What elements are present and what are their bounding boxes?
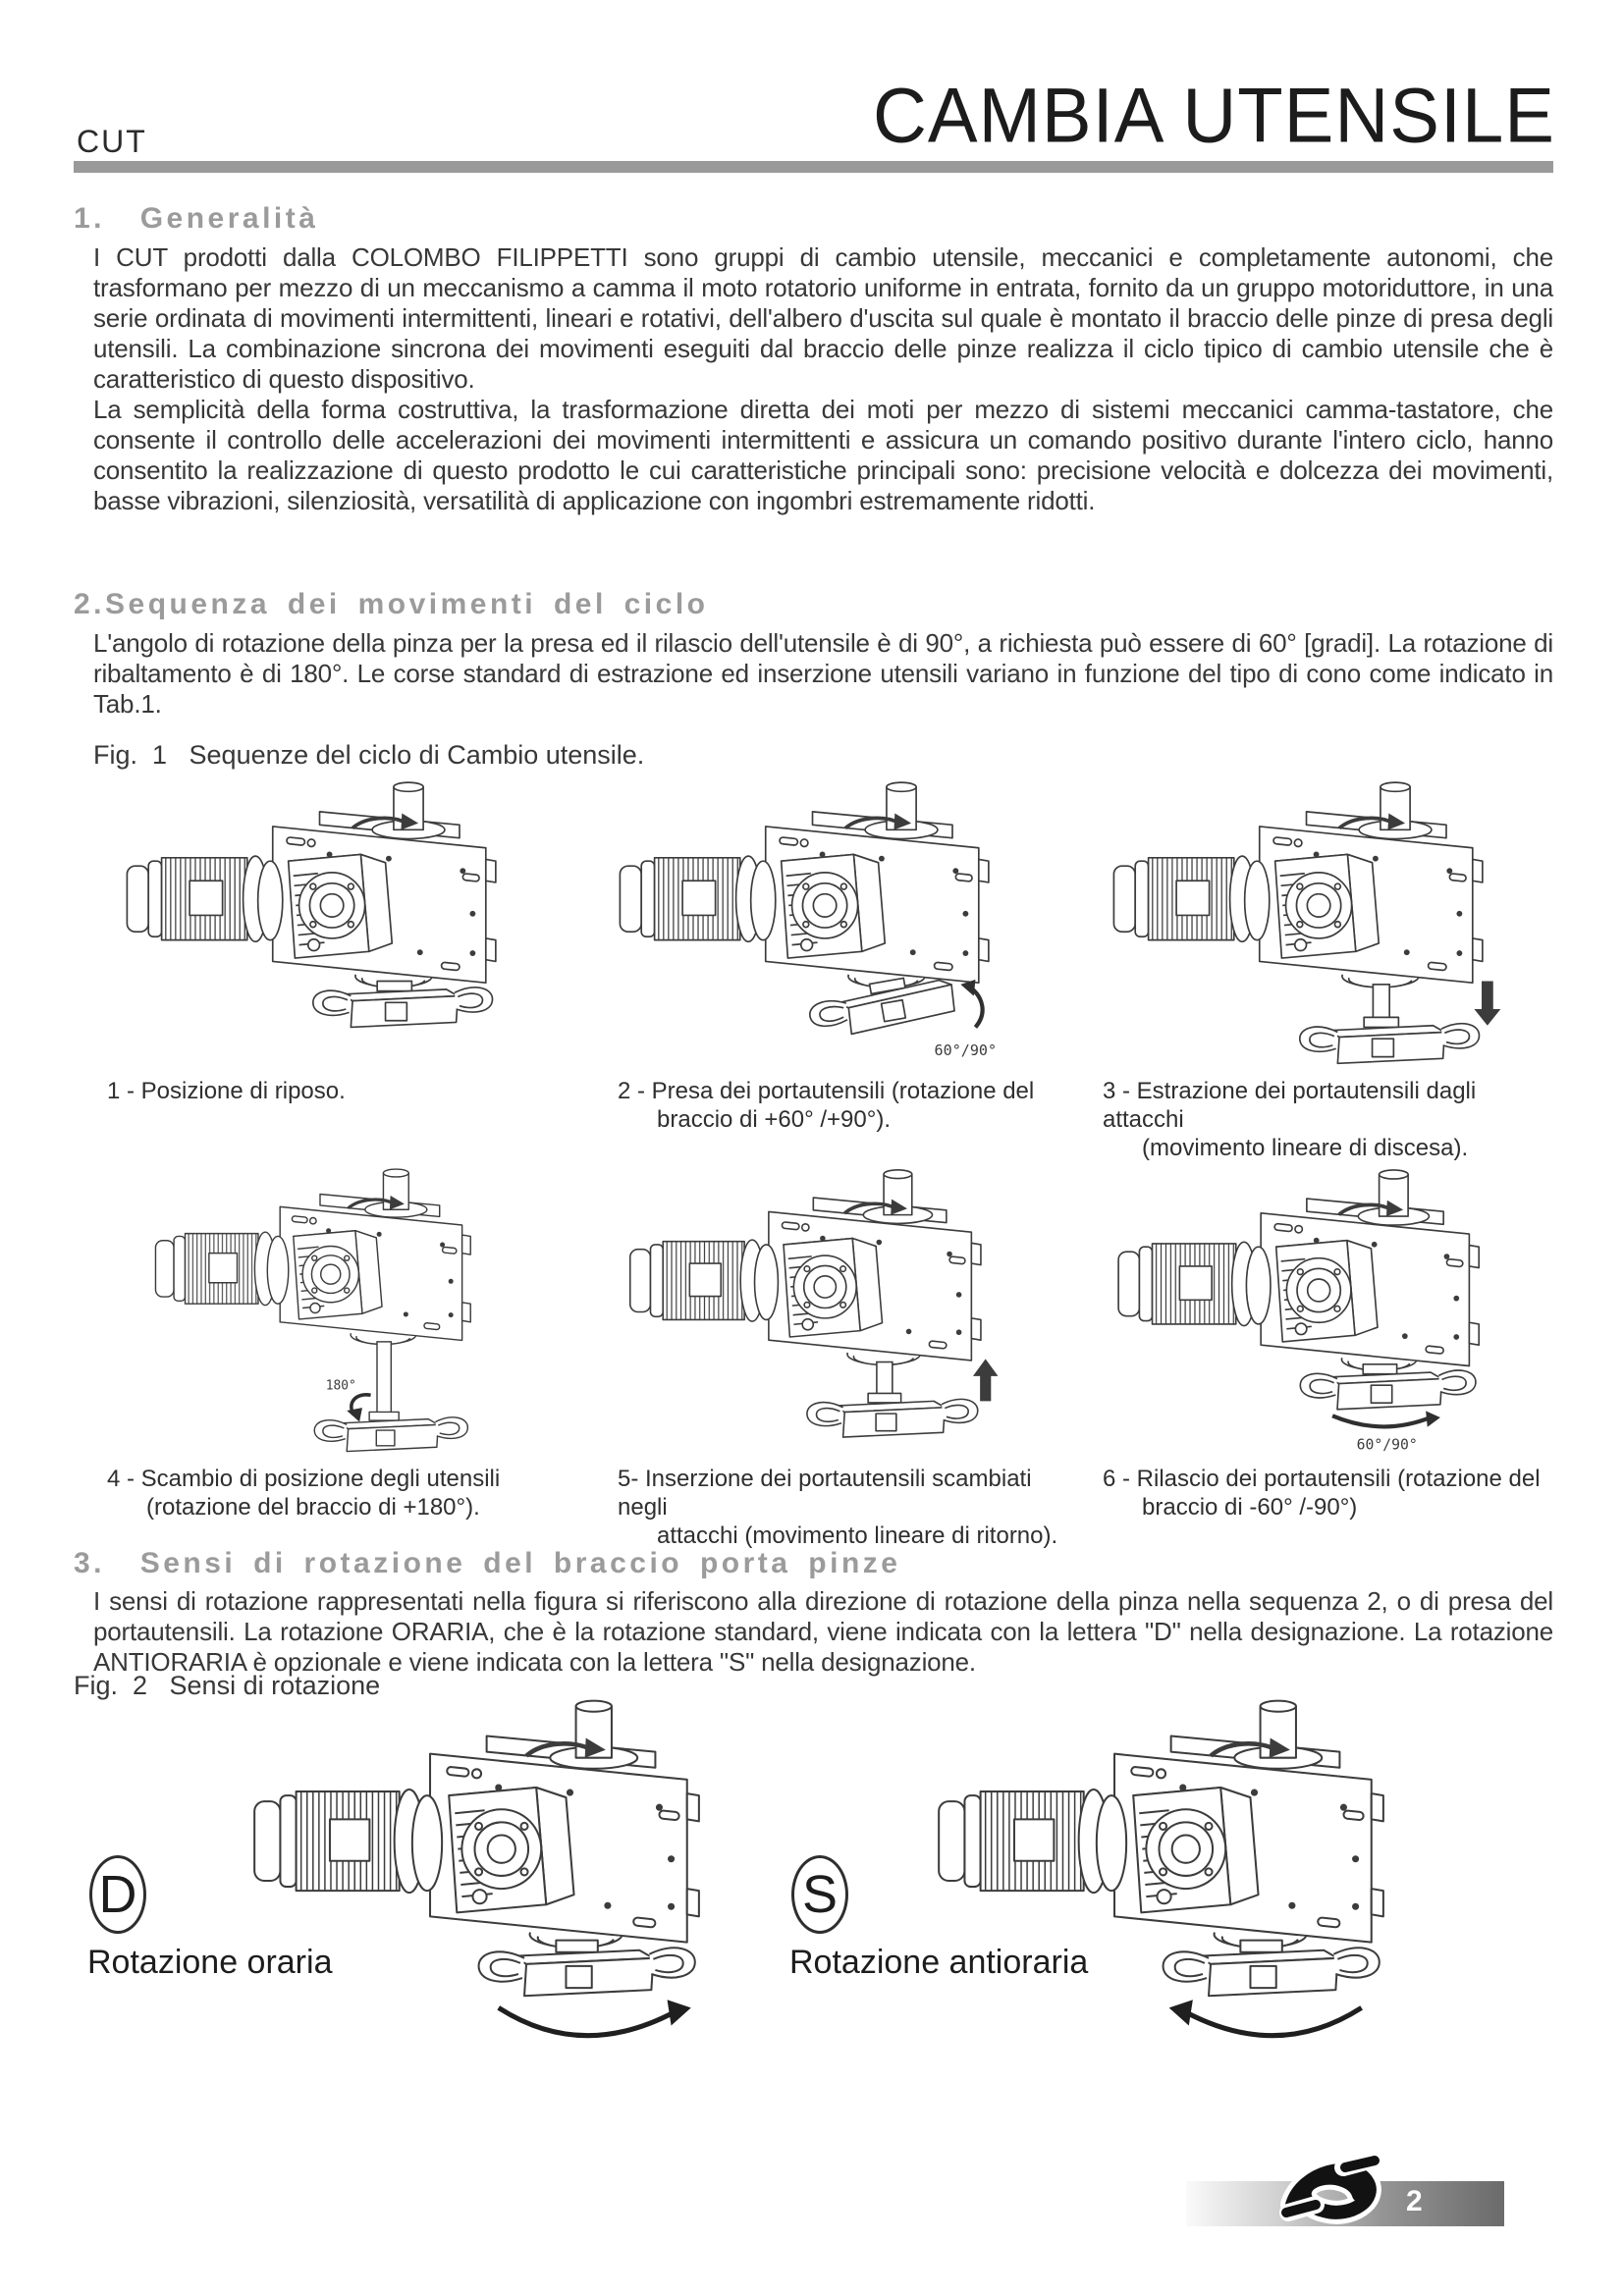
rotation-angle-label: 60°/90° (1356, 1436, 1418, 1453)
product-code: CUT (77, 124, 147, 159)
section-1-text (93, 242, 1553, 516)
machine-drawing-step-1 (114, 775, 525, 1065)
section-heading-sensi-rotazione: 3. Sensi di rotazione del braccio porta pinze (74, 1547, 901, 1579)
figure1-grid (74, 775, 1553, 1551)
figure1-step3-caption: 3 - Estrazione dei portautensili dagli attacchi (movimento lineare di discesa). (1103, 1078, 1477, 1161)
machine-drawing-step-6 (1106, 1163, 1508, 1453)
machine-drawing-counterclockwise (923, 1692, 1419, 2069)
section-2-text (93, 628, 1553, 720)
machine-drawing-step-2 (607, 775, 1018, 1065)
brand-logo-icon (1269, 2148, 1392, 2234)
figure1-step2-drawing (567, 775, 1059, 1065)
counterclockwise-arrow-head-icon (1169, 2000, 1193, 2025)
figure1-step4-caption: 4 - Scambio di posizione degli utensili (rotazione del braccio di +180°). (107, 1466, 501, 1521)
figure2-variant-d (74, 1696, 776, 2069)
figure1-step1-drawing (74, 775, 567, 1065)
rotation-angle-label: 60°/90° (935, 1041, 998, 1059)
paragraph: La semplicità della forma costruttiva, la trasformazione diretta dei moti per mezzo di sistemi meccanici camma-tastatore, che consente il controllo delle accelerazioni dei movimenti intermittenti e assicura un comando positivo durante l'intero ciclo, hanno consentito la realizzazione di questo prodotto le cui caratteristiche principali sono: precisione velocità e dolcezza dei movimenti, basse vibrazioni, silenziosità, versatilità di applicazione con ingombri estremamente ridotti. (93, 395, 1553, 515)
paragraph: I sensi di rotazione rappresentati nella figura si riferiscono alla direzione di rotazione della pinza nella sequenza 2, o di presa del portautensili. La rotazione ORARIA, che è la rotazione standard, viene indicata con la lettera "D" nella designazione. La rotazione ANTIORARIA è opzionale e viene indicata con la lettera "S" nella designazione. (93, 1586, 1553, 1677)
figure1-step3-drawing (1059, 775, 1553, 1065)
figure2-label: Fig. 2 Sensi di rotazione (74, 1671, 381, 1700)
machine-drawing-clockwise (239, 1692, 734, 2069)
clockwise-arrow-head-icon (668, 2000, 691, 2025)
section-heading-generalita: 1. Generalità (74, 202, 319, 235)
rotation-arrow-head-icon (347, 1408, 362, 1421)
figure1-step5-drawing (567, 1163, 1059, 1453)
direction-badge-d: D (89, 1855, 146, 1934)
figure1-label: Fig. 1 Sequenze del ciclo di Cambio utensile. (93, 740, 645, 770)
figure2-variant-s (776, 1696, 1553, 2069)
figure1-step2-caption: 2 - Presa dei portautensili (rotazione del braccio di +60° /+90°). (618, 1078, 1035, 1133)
section-heading-sequenza: 2.Sequenza dei movimenti del ciclo (74, 588, 709, 620)
machine-drawing-step-3 (1101, 775, 1512, 1065)
section-3-text (93, 1586, 1553, 1678)
rotation-angle-label: 180° (325, 1378, 356, 1394)
up-arrow-icon (973, 1359, 999, 1401)
machine-drawing-step-5 (618, 1163, 1009, 1453)
figure1-step4-drawing (74, 1163, 567, 1453)
down-arrow-icon (1474, 982, 1500, 1026)
figure1-step6-drawing (1059, 1163, 1553, 1453)
direction-badge-s: S (791, 1855, 848, 1934)
page-title: CAMBIA UTENSILE (873, 72, 1555, 159)
figure1-step6-caption: 6 - Rilascio dei portautensili (rotazione del braccio di -60° /-90°) (1103, 1466, 1541, 1521)
rotation-arrow-icon (1332, 1415, 1431, 1426)
clockwise-arrow-icon (499, 2007, 676, 2035)
page-number: 2 (1406, 2185, 1423, 2217)
paragraph: I CUT prodotti dalla COLOMBO FILIPPETTI sono gruppi di cambio utensile, meccanici e completamente autonomi, che trasformano per mezzo di un meccanismo a camma il moto rotatorio uniforme in entrata, fornito da un gruppo motoriduttore, in una serie ordinata di movimenti intermittenti, lineari e rotativi, dell'albero d'uscita sul quale è montato il braccio delle pinze di presa degli utensili. La combinazione sincrona dei movimenti eseguiti dal braccio delle pinze realizza il ciclo tipico di cambio utensile che è caratteristico di questo dispositivo. (93, 242, 1553, 394)
figure1-step5-caption: 5- Inserzione dei portautensili scambiati negli attacchi (movimento lineare di ritorno). (618, 1466, 1058, 1549)
figure2-row (0, 1696, 1624, 2069)
counterclockwise-arrow-icon (1185, 2007, 1362, 2035)
rotation-arrow-head-icon (1426, 1411, 1440, 1426)
machine-drawing-step-4 (144, 1163, 496, 1453)
direction-caption-d: Rotazione oraria (87, 1944, 333, 1981)
paragraph: L'angolo di rotazione della pinza per la presa ed il rilascio dell'utensile è di 90°, a richiesta può essere di 60° [gradi]. La rotazione di ribaltamento è di 180°. Le corse standard di estrazione ed inserzione utensili variano in funzione del tipo di cono come indicato in Tab.1. (93, 628, 1553, 719)
figure1-step1-caption: 1 - Posizione di riposo. (107, 1078, 346, 1104)
direction-caption-s: Rotazione antioraria (789, 1944, 1089, 1981)
header-rule (74, 161, 1553, 173)
